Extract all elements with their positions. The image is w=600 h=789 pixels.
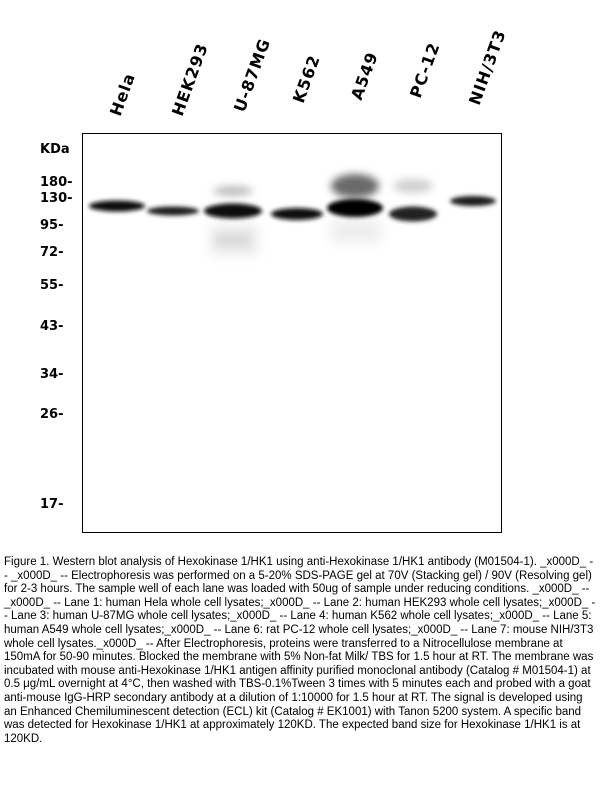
- lane-label-a549: A549: [347, 49, 382, 103]
- band-lane-2: [147, 207, 199, 216]
- marker-55: 55 -: [40, 279, 80, 293]
- marker-130: 130 -: [40, 192, 80, 206]
- band-lane-6: [389, 207, 437, 222]
- lane-label-k562: K562: [289, 52, 324, 106]
- band-lane-5-upper: [331, 174, 379, 198]
- marker-26: 26 -: [40, 408, 80, 422]
- marker-180: 180 -: [40, 176, 80, 190]
- lane-label-pc12: PC-12: [406, 39, 444, 101]
- lane-label-hek293: HEK293: [168, 40, 212, 119]
- band-lane-5: [327, 199, 383, 217]
- band-lane-1: [89, 201, 145, 212]
- marker-72: 72 -: [40, 246, 80, 260]
- lane-label-u87mg: U-87MG: [230, 35, 275, 115]
- kda-title: KDa: [40, 142, 70, 157]
- lane-5-smear-lower: [331, 220, 381, 242]
- marker-43: 43 -: [40, 320, 80, 334]
- figure-caption: Figure 1. Western blot analysis of Hexokinase 1/HK1 using anti-Hexokinase 1/HK1 antibody (M01504-1). _x000D_ -- _x000D_ -- Electrophoresis was performed on a 5-20% SDS-PAGE gel at 70V (Stacking gel) / 90V (Resolving gel) for 2-3 hours. The sample well of each lane was loaded with 50ug of sample under reducing conditions. _x000D_ -- _x000D_ -- Lane 1: human Hela whole cell lysates;_x000D_ -- Lane 2: human HEK293 whole cell lysates;_x000D_ -- Lane 3: human U-87MG whole cell lysates;_x000D_ -- Lane 4: human K562 whole cell lysates;_x000D_ -- Lane 5: human A549 whole cell lysates;_x000D_ -- Lane 6: rat PC-12 whole cell lysates;_x000D_ -- Lane 7: mouse NIH/3T3 whole cell lysates._x000D_ -- After Electrophoresis, proteins were transferred to a Nitrocellulose membrane at 150mA for 50-90 minutes. Blocked the membrane with 5% Non-fat Milk/ TBS for 1.5 hour at RT. The membrane was incubated with mouse anti-Hexokinase 1/HK1 antigen affinity purified monoclonal antibody (Catalog # M01504-1) at 0.5 μg/mL overnight at 4°C, then washed with TBS-0.1%Tween 3 times with 5 minutes each and probed with a goat anti-mouse IgG-HRP secondary antibody at a dilution of 1:10000 for 1.5 hour at RT. The signal is developed using an Enhanced Chemiluminescent detection (ECL) kit (Catalog # EK1001) with Tanon 5200 system. A specific band was detected for Hexokinase 1/HK1 at approximately 120KD. The expected band size for Hexokinase 1/HK1 is at 120KD.: [4, 556, 596, 745]
- marker-34: 34 -: [40, 368, 80, 382]
- marker-95: 95 -: [40, 219, 80, 233]
- lane-label-hela: Hela: [106, 70, 140, 119]
- band-lane-6-upper: [393, 179, 433, 193]
- lane-label-nih3t3: NIH/3T3: [465, 26, 510, 108]
- band-lane-3-faint: [215, 236, 251, 244]
- band-lane-3: [204, 204, 262, 219]
- band-lane-4: [271, 208, 323, 220]
- western-blot-image: [82, 133, 502, 533]
- marker-17: 17 -: [40, 498, 80, 512]
- band-lane-7: [450, 196, 496, 206]
- band-lane-3-upper: [213, 186, 253, 196]
